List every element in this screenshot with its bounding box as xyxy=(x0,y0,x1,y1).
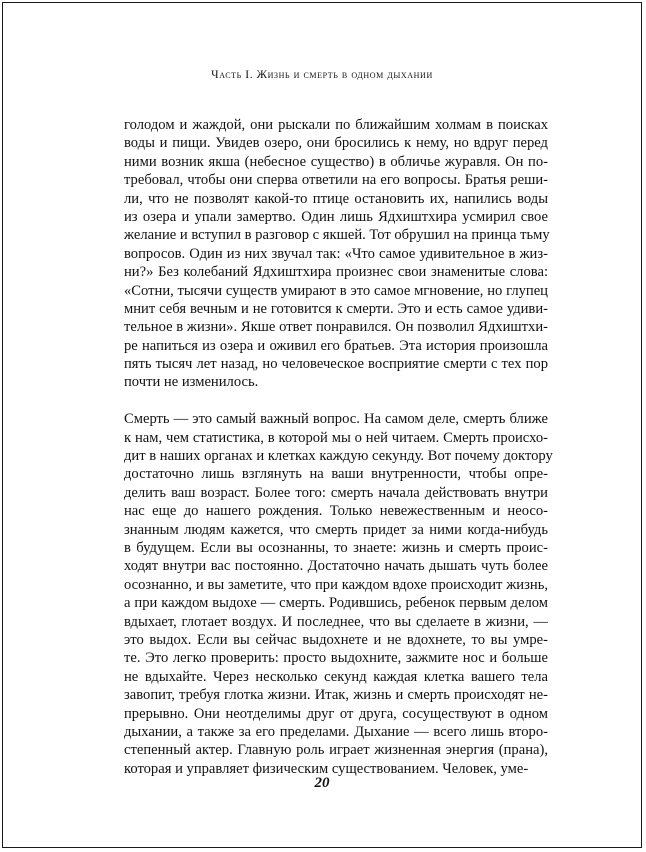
text-line: ними возник якша (небесное существо) в обличье журавля. Он по- xyxy=(124,153,548,170)
text-line: знанным людям кажется, что смерть придет за ними когда-нибудь xyxy=(124,521,548,538)
main-text xyxy=(124,116,553,778)
page-number: 20 xyxy=(314,775,330,791)
text-line: дит в наших органах и клетках каждую секунду. Вот почему доктору xyxy=(124,448,553,465)
text-line: требовал, чтобы они сперва ответили на его вопросы. Братья реши- xyxy=(124,172,548,189)
text-line: желание и вступил в разговор с якшей. Тот обрушил на принца тьму xyxy=(124,227,550,244)
text-line: «Сотни, тысячи существ умирают в это самое мгновение, но глупец xyxy=(124,282,548,299)
text-line: пять тысяч лет назад, но человеческое восприятие смерти с тех пор xyxy=(124,356,548,373)
text-line: мнит себя вечным и не готовится к смерти. Это и есть самое удиви- xyxy=(124,300,548,317)
text-line: осознанно, и вы заметите, что при каждом вдохе происходит жизнь, xyxy=(124,576,548,593)
text-line: это выдох. Если вы сейчас выдохнете и не вдохнете, то вы умре- xyxy=(124,631,548,648)
text-line: достаточно лишь взглянуть на ваши внутренности, чтобы опре- xyxy=(124,466,548,483)
text-line: не вдыхайте. Через несколько секунд каждая клетка вашего тела xyxy=(124,668,548,685)
paragraph xyxy=(124,410,553,778)
text-line: те. Это легко проверить: просто выдохните, зажмите нос и больше xyxy=(124,650,548,667)
text-line: дыхании, а также за его пределами. Дыхание — всего лишь второ- xyxy=(124,723,548,740)
text-line: нас еще до нашего рождения. Только невежественным и неосо- xyxy=(124,503,548,520)
text-line: в будущем. Если вы осознанны, то знаете: жизнь и смерть проис- xyxy=(124,539,548,556)
text-line: ре напиться из озера и оживил его братьев. Эта история произошла xyxy=(124,337,548,354)
text-line: воды и пищи. Увидев озеро, они бросились к нему, но вдруг перед xyxy=(124,135,548,152)
running-header: Часть I. Жизнь и смерть в одном дыхании xyxy=(211,69,433,81)
text-line: а при каждом выдохе — смерть. Родившись, ребенок первым делом xyxy=(124,595,548,612)
book-page xyxy=(2,2,642,848)
paragraph-gap xyxy=(124,392,548,410)
text-line: вдыхает, глотает воздух. И последнее, что вы сделаете в жизни, — xyxy=(124,613,548,630)
text-line: из озера и упали замертво. Один лишь Ядхиштхира усмирил свое xyxy=(124,208,548,225)
text-line: степенный актер. Главную роль играет жизненная энергия (прана), xyxy=(124,742,548,759)
text-line: Смерть — это самый важный вопрос. На самом деле, смерть ближе xyxy=(124,411,548,428)
paragraph xyxy=(124,116,548,392)
text-line: вопросов. Один из них звучал так: «Что самое удивительное в жиз- xyxy=(124,245,548,262)
text-line: к нам, чем статистика, в которой мы о ней читаем. Смерть происхо- xyxy=(124,429,548,446)
text-line: которая и управляет физическим существованием. Человек, уме- xyxy=(124,760,529,777)
text-line: делить ваш возраст. Более того: смерть начала действовать внутри xyxy=(124,484,548,501)
text-line: завопит, требуя глотка жизни. Итак, жизнь и смерть происходят не- xyxy=(124,687,548,704)
text-line: ли, что не позволят какой-то птице остановить их, напились воды xyxy=(124,190,548,207)
text-line: ходят внутри вас постоянно. Достаточно начать дышать чуть более xyxy=(124,558,548,575)
text-line: почти не изменилось. xyxy=(124,374,259,391)
text-line: ни?» Без колебаний Ядхиштхира произнес свои знаменитые слова: xyxy=(124,264,548,281)
text-line: голодом и жаждой, они рыскали по ближайшим холмам в поисках xyxy=(124,117,548,133)
text-line: тельное в жизни». Якше ответ понравился. Он позволил Ядхиштхи- xyxy=(124,319,548,336)
text-line: прерывно. Они неотделимы друг от друга, сосуществуют в одном xyxy=(124,705,548,722)
